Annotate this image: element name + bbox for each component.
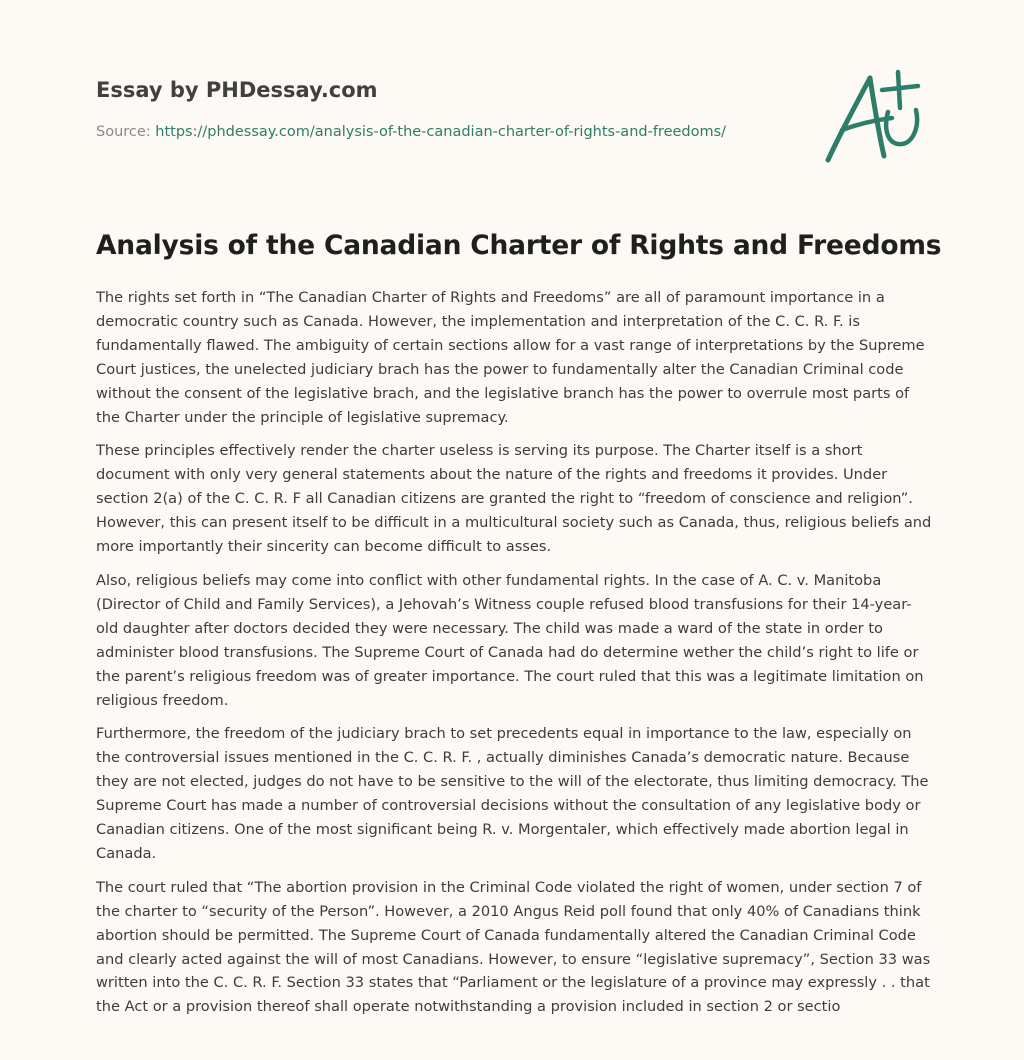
a-plus-logo-icon: [818, 64, 934, 168]
header: [96, 74, 796, 142]
source-label: Source:: [96, 124, 156, 140]
essay-body: [96, 286, 932, 1046]
essay-paragraph: Also, religious beliefs may come into conflict with other fundamental rights. In the case of A. C. v. Manitoba (Director of Child and Family Services), a Jehovah’s Witness couple refused blood transfusions for their 14-year-old daughter after doctors decided they were necessary. The child was made a ward of the state in order to administer blood transfusions. The Supreme Court of Canada had do determine wether the child’s right to life or the parent’s religious freedom was of greater importance. The court ruled that this was a legitimate limitation on religious freedom.: [96, 571, 924, 709]
essay-title: Analysis of the Canadian Charter of Rights and Freedoms: [96, 230, 942, 261]
source-line: [96, 122, 796, 142]
essay-paragraph: The court ruled that “The abortion provision in the Criminal Code violated the right of women, under section 7 of the charter to “security of the Person”. However, a 2010 Angus Reid poll found that only 40% of Canadians think abortion should be permitted. The Supreme Court of Canada fundamentally altered the Canadian Criminal Code and clearly acted against the will of most Canadians. However, to ensure “legislative supremacy”, Section 33 was written into the C. C. R. F. Section 33 states that “Parliament or the legislature of a province may expressly . . that the Act or a provision thereof shall operate notwithstanding a provision included in section 2 or sectio: [96, 878, 931, 1016]
site-title: Essay by PHDessay.com: [96, 78, 378, 102]
source-link[interactable]: https://phdessay.com/analysis-of-the-canadian-charter-of-rights-and-freedoms/: [155, 124, 727, 140]
essay-paragraph: Furthermore, the freedom of the judiciary brach to set precedents equal in importance to the law, especially on the controversial issues mentioned in the C. C. R. F. , actually diminishes Canada’s democratic nature. Because they are not elected, judges do not have to be sensitive to the will of the electorate, thus limiting democracy. The Supreme Court has made a number of controversial decisions without the consultation of any legislative body or Canadian citizens. One of the most significant being R. v. Morgentaler, which effectively made abortion legal in Canada.: [96, 725, 929, 862]
essay-paragraph: The rights set forth in “The Canadian Charter of Rights and Freedoms” are all of paramount importance in a democratic country such as Canada. However, the implementation and interpretation of the C. C. R. F. is fundamentally flawed. The ambiguity of certain sections allow for a vast range of interpretations by the Supreme Court justices, the unelected judiciary brach has the power to fundamentally alter the Canadian Criminal code without the consent of the legislative brach, and the legislative branch has the power to overrule most parts of the Charter under the principle of legislative supremacy.: [96, 289, 925, 426]
essay-paragraph: These principles effectively render the charter useless is serving its purpose. The Charter itself is a short document with only very general statements about the nature of the rights and freedoms it provides. Under section 2(a) of the C. C. R. F all Canadian citizens are granted the right to “freedom of conscience and religion”. However, this can present itself to be difficult in a multicultural society such as Canada, thus, religious beliefs and more importantly their sincerity can become difficult to asses.: [96, 442, 932, 556]
